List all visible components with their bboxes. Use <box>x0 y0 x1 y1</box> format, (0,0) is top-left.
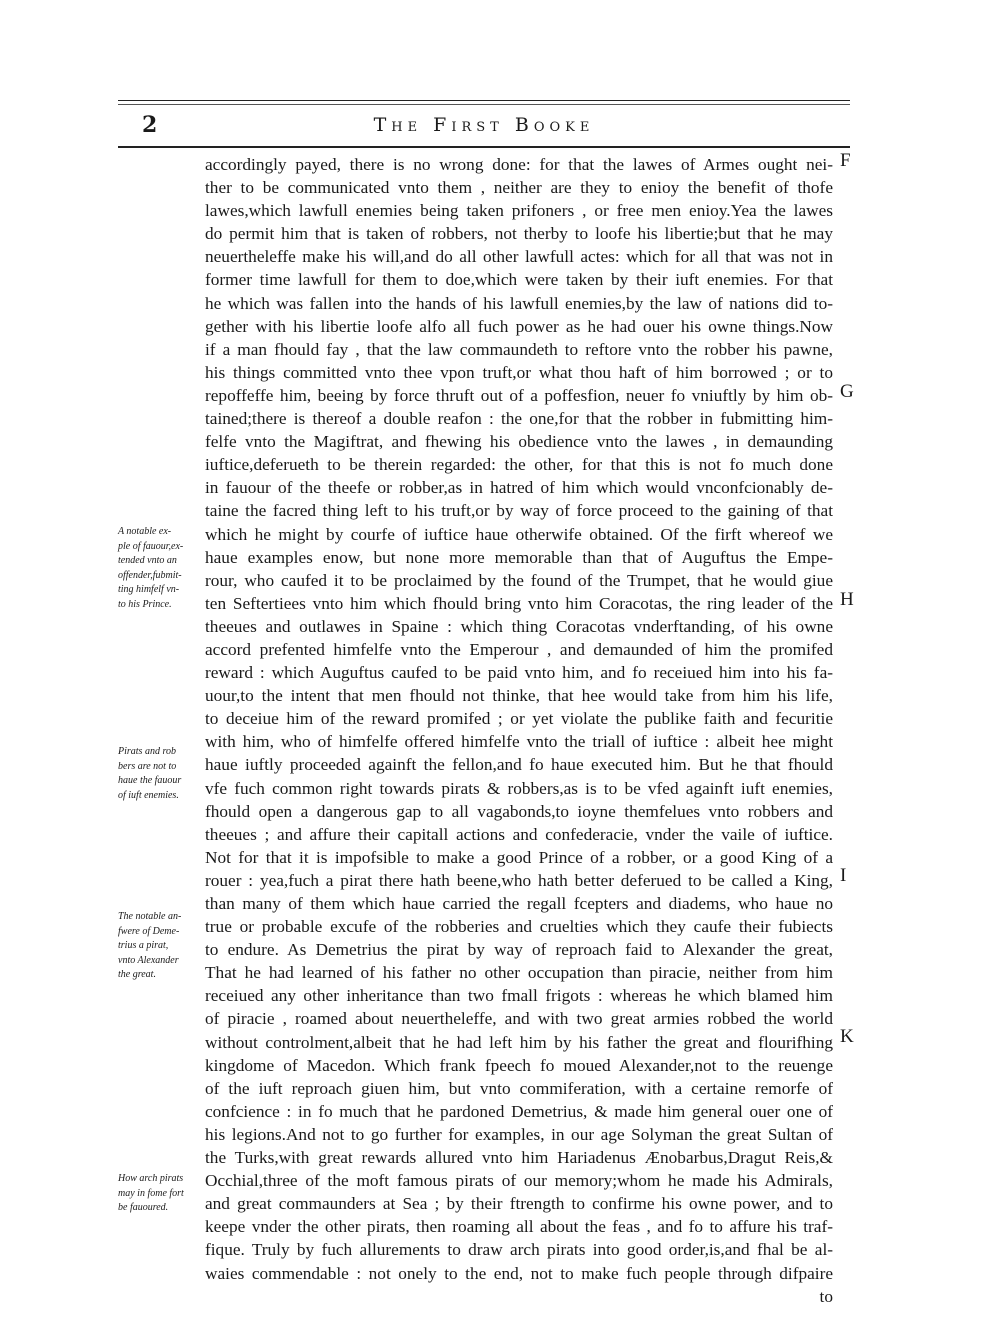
sidenote-line: Pirats and rob <box>118 746 176 757</box>
body-line: haue examples enow, but none more memorable than that of Auguftus the Empe- <box>205 547 833 567</box>
body-line: neuertheleffe make his will,and do all other lawfull actes: which for all that was not in <box>205 247 833 267</box>
body-line: to endure. As Demetrius the pirat by way of reproach faid to Alexander the great, <box>205 940 833 960</box>
body-line: lawes,which lawfull enemies being taken prifoners , or free men enioy.Yea the lawes <box>205 201 833 221</box>
body-line: his legions.And not to go further for examples, in our age Solyman the great Sultan of <box>205 1124 833 1144</box>
body-line: repoffeffe him, beeing by force thruft out of a poffesfion, neuer fo vniuftly by him ob- <box>205 385 833 405</box>
body-line: of the iuft reproach giuen him, but vnto commiferation, with a certaine remorfe of <box>205 1078 833 1098</box>
body-line: without controlment,albeit that he had left him by his father the great and flourifhing <box>205 1032 833 1052</box>
sidenote-line: tended vnto an <box>118 555 177 566</box>
body-line: ther to be communicated vnto them , neither are they to enioy the benefit of thofe <box>205 178 833 198</box>
page-header <box>118 110 850 146</box>
sidenote-line: The notable an- <box>118 911 182 922</box>
sidenote-line: A notable ex- <box>118 526 172 537</box>
top-rule <box>118 100 850 101</box>
body-line: tained;there is thereof a double reafon : the one,for that the robber in fubmitting him- <box>205 409 833 429</box>
body-line: receiued any other inheritance than two fmall frigots : whereas he which blamed him <box>205 986 833 1006</box>
body-line: keepe vnder the other pirats, then roaming all about the feas , and fo to affure his traf- <box>205 1217 833 1237</box>
margin-letter-h: H <box>840 589 854 610</box>
sidenote-line: the great. <box>118 969 156 980</box>
header-rule <box>118 146 850 148</box>
page-number: 2 <box>142 112 158 138</box>
body-line: confcience : in fo much that he pardoned Demetrius, & made him general ouer one of <box>205 1101 833 1121</box>
body-line: kingdome of Macedon. Which frank fpeech fo moued Alexander,not to the reuenge <box>205 1055 833 1075</box>
body-line: his things committed vnto thee vpon truft,or what thou haft of him borrowed ; or to <box>205 362 833 382</box>
body-line: the Turks,with great rewards allured vnto him Hariadenus Ænobarbus,Dragut Reis,& <box>205 1148 833 1168</box>
sidenote-line: ting himfelf vn- <box>118 584 180 595</box>
sidenote-line: trius a pirat, <box>118 940 169 951</box>
body-line: taine the facred thing left to his truft,or by way of force proceed to the gaining of that <box>205 501 833 521</box>
body-line: to deceiue him of the reward promifed ; or yet violate the publike faith and fecuritie <box>205 709 833 729</box>
sidenote-pirats <box>118 745 204 803</box>
margin-letter-k: K <box>840 1026 854 1047</box>
body-line: true or probable excufe of the robberies and cruelties which they caufe their fubiects <box>205 917 833 937</box>
body-line: rour, who caufed it to be proclaimed by the found of the Trumpet, that he would giue <box>205 570 833 590</box>
body-line: felfe vnto the Magiftrat, and fhewing his obedience vnto the lawes , in demaunding <box>205 432 833 452</box>
body-line: of piracie , roamed about neuertheleffe, and with two great armies robbed the world <box>205 1009 833 1029</box>
body-line: gether with his libertie loofe alfo all fuch power as he had ouer his owne things.Now <box>205 316 833 336</box>
body-line: fhould open a dangerous gap to all vagabonds,to ioyne themfelues vnto robbers and <box>205 801 833 821</box>
body-line: vfe fuch common right towards pirats & robbers,as is to be vfed againft iuft enemies, <box>205 778 833 798</box>
body-text <box>205 153 833 1308</box>
body-line: and great commaunders at Sea ; by their ftrength to confirme his owne power, and to <box>205 1194 833 1214</box>
body-line: theeues ; and affure their capitall actions and confederacie, vnder the vaile of iuftice. <box>205 824 833 844</box>
sidenote-line: haue the fauour <box>118 775 182 786</box>
margin-letter-i: I <box>840 865 847 886</box>
body-line: That he had learned of his father no other occupation than piracie, neither from him <box>205 963 833 983</box>
body-line: do permit him that is taken of robbers, not therby to loofe his libertie;but that he may <box>205 224 833 244</box>
sidenote-line: to his Prince. <box>118 598 172 610</box>
body-line: accord prefented himfelfe vnto the Emperour , and demaunded of him the promifed <box>205 639 833 659</box>
running-head: The First Booke <box>373 114 595 136</box>
body-line: which he might by courfe of iuftice haue otherwife obtained. Of the firft whereof we <box>205 524 833 544</box>
sidenote-line: be fauoured. <box>118 1202 169 1213</box>
sidenote-line: bers are not to <box>118 760 177 772</box>
sidenote-line: offender,fubmit- <box>118 569 182 581</box>
body-line: accordingly payed, there is no wrong done: for that the lawes of Armes ought nei- <box>205 155 833 174</box>
body-line: Occhial,three of the moft famous pirats of our memory;whom he made his Admirals, <box>205 1171 833 1191</box>
body-line: reward : which Auguftus caufed to be paid vnto him, and fo receiued him into his fa- <box>205 663 833 683</box>
body-line: fique. Truly by fuch allurements to draw arch pirats into good order,is,and fhal be al- <box>205 1240 833 1260</box>
margin-letter-g: G <box>840 381 854 402</box>
sidenote-line: How arch pirats <box>118 1173 184 1184</box>
sidenote-line: vnto Alexander <box>118 954 179 966</box>
body-line: uour,to the intent that men fhould not thinke, that hee would take from him his life, <box>205 686 833 706</box>
body-line: theeues and outlawes in Spaine : which thing Coracotas vnderftanding, of his owne <box>205 616 833 636</box>
body-line: rouer : yea,fuch a pirat there hath beene,who hath better deferued to be called a King, <box>205 870 833 890</box>
body-line: Not for that it is impofsible to make a good Prince of a robber, or a good King of a <box>205 847 833 867</box>
sidenote-line: fwere of Deme- <box>118 925 180 937</box>
top-rule-secondary <box>118 104 850 105</box>
body-line: in fauour of the theefe or robber,as in hatred of him which would vnconfcionably de- <box>205 478 833 498</box>
sidenote-fauour <box>118 525 204 612</box>
sidenote-arch-pirats <box>118 1172 204 1216</box>
body-line: haue iuftly proceeded againft the fellon,and fo haue executed him. But he that fhould <box>205 755 833 775</box>
sidenote-demetrius <box>118 910 204 983</box>
body-line: with him, who of himfelfe offered himfelfe vnto the triall of iuftice : albeit hee might <box>205 732 833 752</box>
sidenote-line: of iuft enemies. <box>118 789 179 801</box>
sidenote-line: may in fome fort <box>118 1187 184 1199</box>
margin-letter-f: F <box>840 150 851 171</box>
catchword: to <box>819 1286 833 1306</box>
body-line: if a man fhould fay , that the law commaundeth to reftore vnto the robber his pawne, <box>205 339 833 359</box>
body-line: he which was fallen into the hands of his lawfull enemies,by the law of nations did to- <box>205 293 833 313</box>
body-line: waies commendable : not onely to the end, not to make fuch people through difpaire <box>205 1263 833 1283</box>
body-line: ten Seftertiees vnto him which fhould bring vnto him Coracotas, the ring leader of the <box>205 593 833 613</box>
body-line: than many of them which haue carried the regall fcepters and diadems, who haue no <box>205 894 833 913</box>
sidenote-line: ple of fauour,ex- <box>118 540 184 552</box>
body-line: former time lawfull for them to doe,which were taken by their iuft enemies. For that <box>205 270 833 290</box>
body-line: iuftice,deferueth to be therein regarded: the other, for that this is not fo much done <box>205 455 833 475</box>
